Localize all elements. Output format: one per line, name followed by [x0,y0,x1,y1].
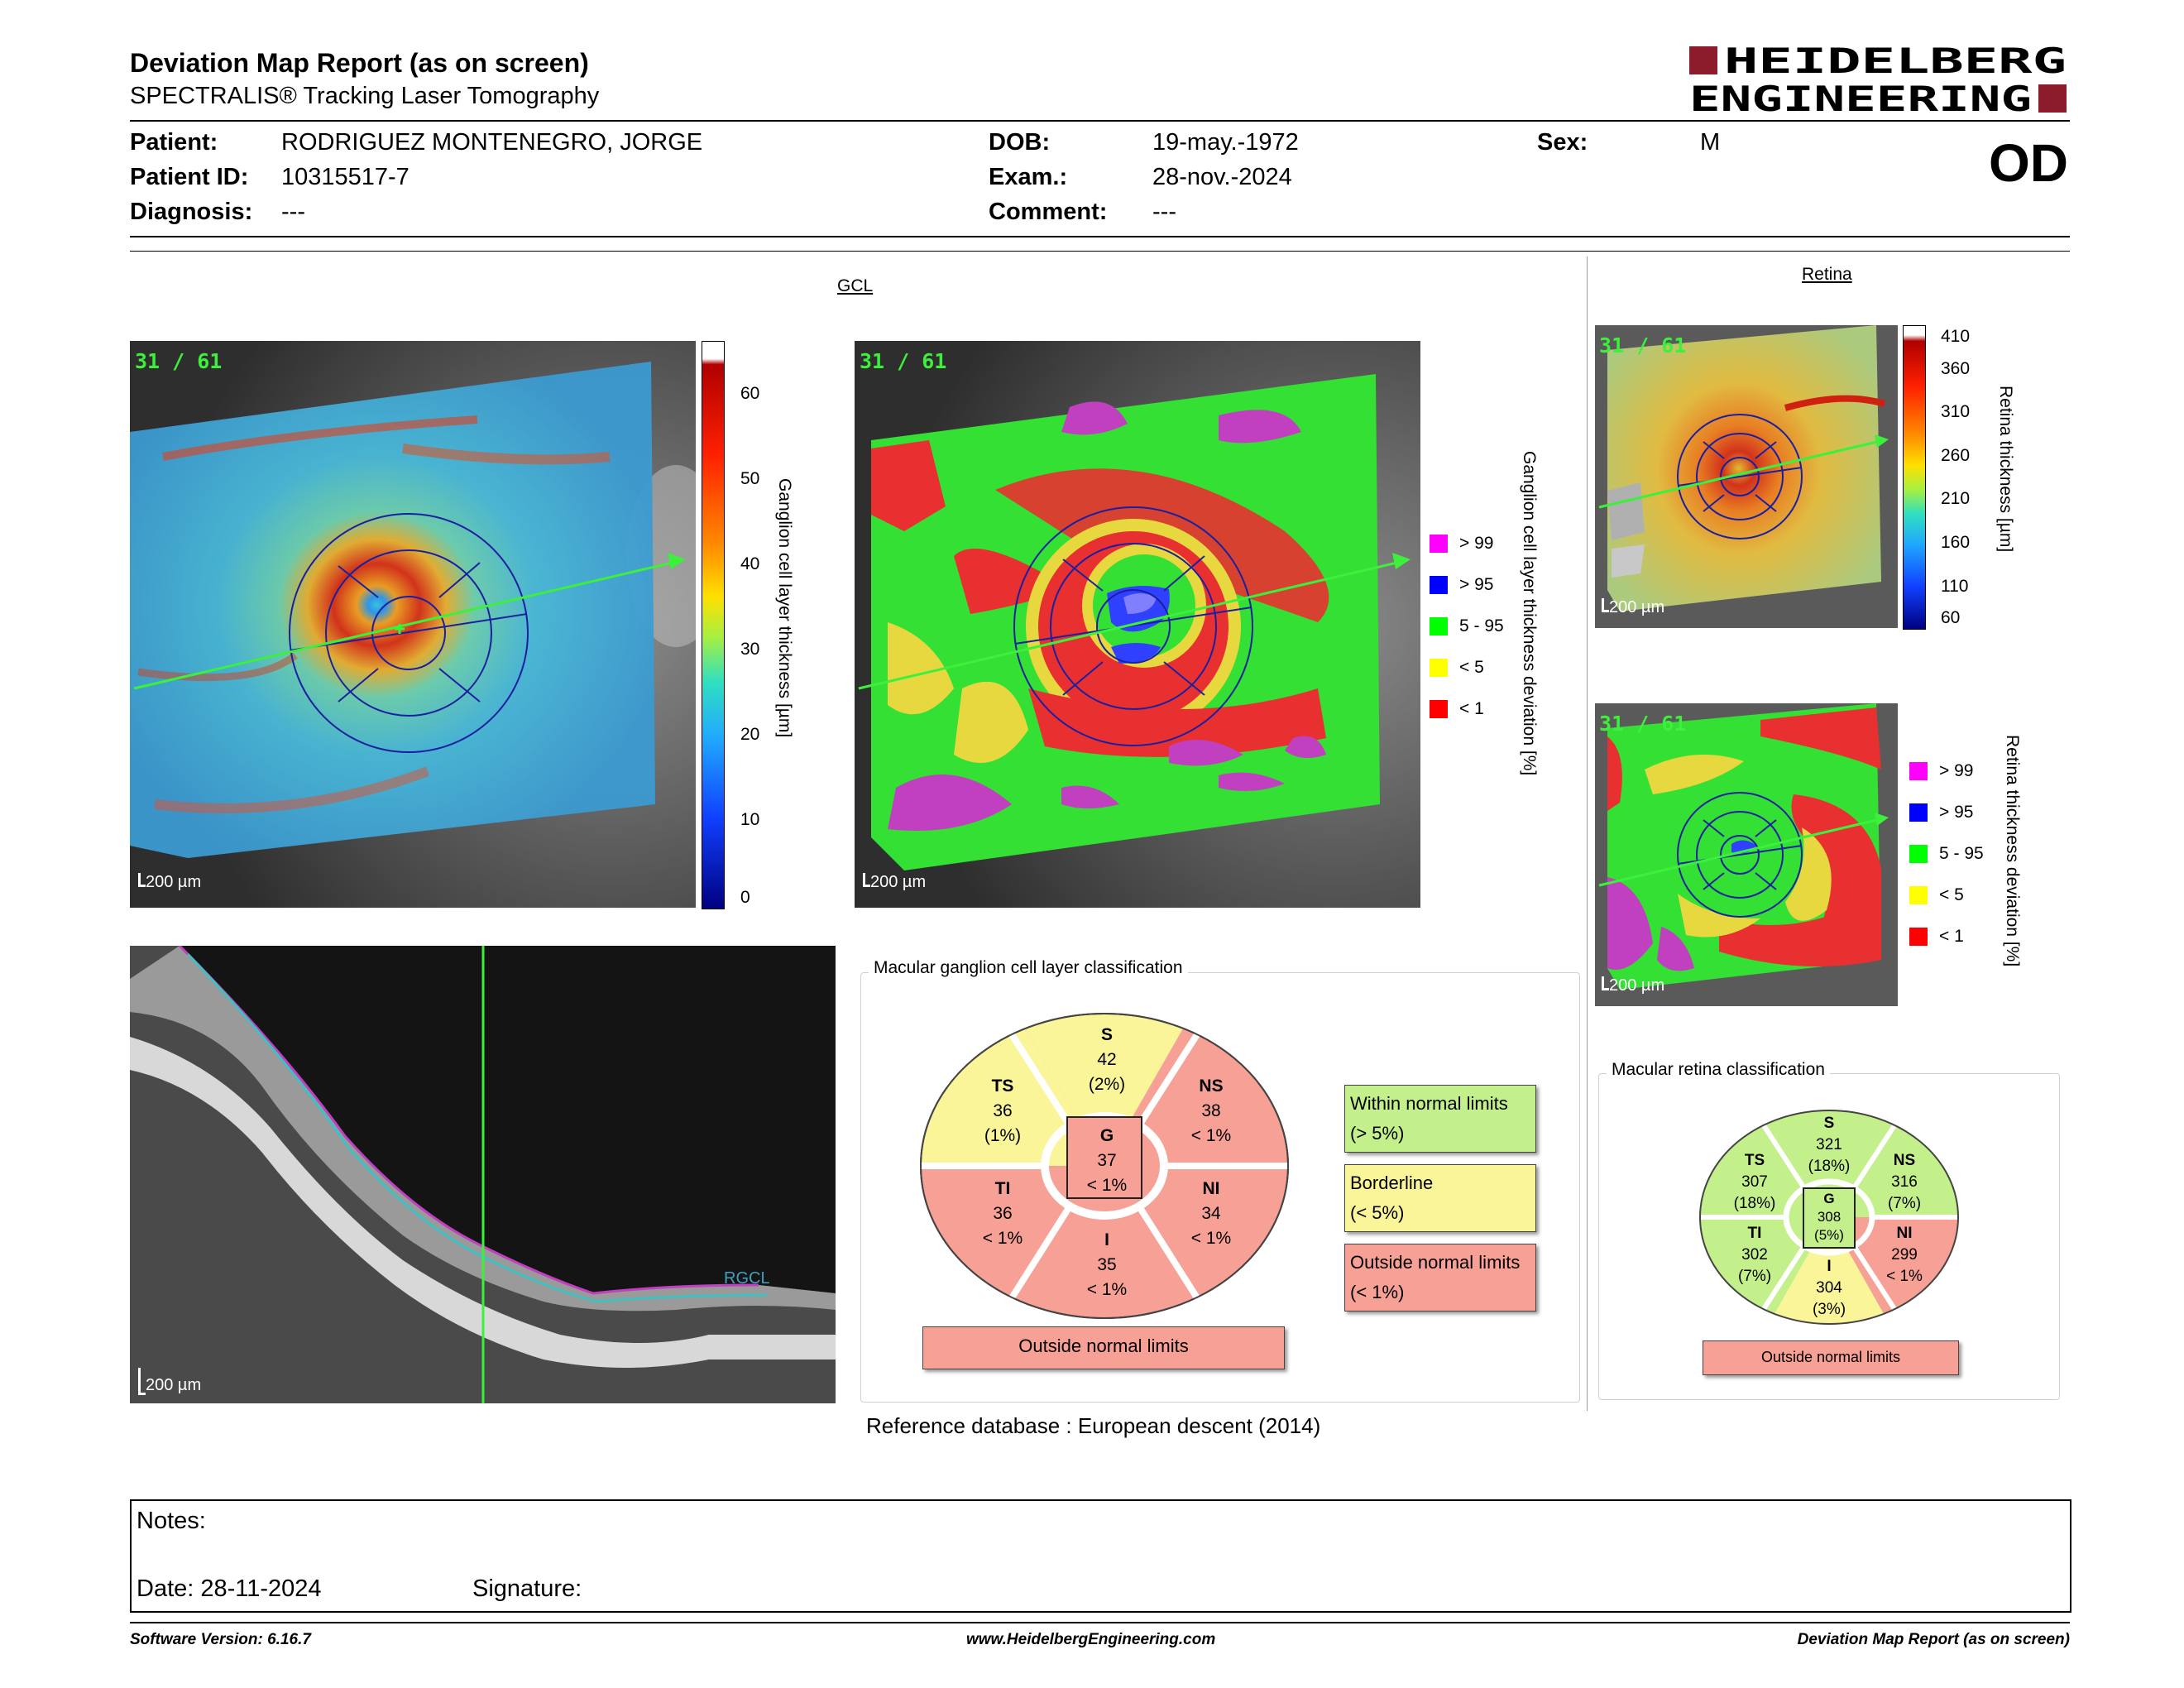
gcl-deviation-scale: 200 µm [863,873,926,892]
gcl-tick-30: 30 [740,640,760,659]
gcl-sector-ni: NI 34 < 1% [1190,1179,1232,1248]
gcl-legend-item: < 5 [1430,658,1504,699]
gcl-legend-item: < 1 [1430,699,1504,741]
gcl-tick-40: 40 [740,554,760,573]
patient-id-label: Patient ID: [130,164,249,190]
gcl-tick-0: 0 [740,888,750,907]
patient-id: 10315517-7 [281,164,410,190]
dob-value: 19-may.-1972 [1152,129,1299,156]
diagnosis-label: Diagnosis: [130,199,253,225]
patient-label: Patient: [130,129,218,156]
retina-tick-310: 310 [1941,402,1971,421]
retina-legend-item: < 5 [1909,885,1984,927]
oct-bscan [130,946,836,1403]
patient-name: RODRIGUEZ MONTENEGRO, JORGE [281,129,703,156]
eye-indicator: OD [1989,133,2068,193]
retina-tick-60: 60 [1941,608,1961,627]
sex-value: M [1700,129,1721,156]
gcl-legend [1430,534,1504,741]
gcl-thickness-scale: 200 µm [138,873,201,892]
gcl-sector-ts: TS 36 (1%) [984,1077,1022,1145]
retina-tick-110: 110 [1941,577,1969,596]
svg-text:HEIDELBERG: HEIDELBERG [1724,45,2067,81]
retina-thickness-frame-counter: 31 / 61 [1599,333,1687,357]
retina-sector-ts: TS 307 (18%) [1733,1152,1776,1212]
retina-tick-210: 210 [1941,489,1971,508]
notes-label: Notes: [136,1508,206,1534]
retina-sector-g: G 308 (5%) [1814,1191,1844,1243]
footer-report-name: Deviation Map Report (as on screen) [1797,1631,2070,1648]
exam-label: Exam.: [989,164,1068,190]
retina-deviation-frame-counter: 31 / 61 [1599,712,1687,736]
retina-tick-260: 260 [1941,446,1971,465]
gcl-thickness-colorbar [702,341,725,909]
comment-value: --- [1152,199,1176,225]
gcl-thickness-map [130,341,696,908]
gcl-deviation-frame-counter: 31 / 61 [860,349,947,373]
exam-value: 28-nov.-2024 [1152,164,1292,190]
gcl-sector-i: I 35 < 1% [1086,1230,1128,1299]
signature-label: Signature: [472,1575,582,1602]
reference-database: Reference database : European descent (2014) [866,1413,1321,1438]
retina-tick-360: 360 [1941,359,1971,378]
legend-borderline: Borderline (< 5%) [1344,1164,1536,1232]
retina-thickness-axis-label: Retina thickness [µm] [1996,386,2015,553]
retina-sector-s: S 321 (18%) [1808,1115,1851,1175]
date-label: Date: 28-11-2024 [136,1575,322,1602]
legend-swatch [1430,617,1448,635]
gcl-legend-item: 5 - 95 [1430,616,1504,658]
legend-swatch [1430,700,1448,718]
comment-label: Comment: [989,199,1108,225]
report-title: Deviation Map Report (as on screen) [130,48,589,78]
software-version: Software Version: 6.16.7 [130,1631,311,1648]
retina-legend [1909,761,1984,968]
legend-outside-normal: Outside normal limits (< 1%) [1344,1244,1536,1312]
gcl-thickness-axis-label: Ganglion cell layer thickness [µm] [775,478,794,738]
retina-thickness-scale: 200 µm [1602,598,1664,617]
retina-tick-410: 410 [1941,327,1971,346]
legend-swatch [1430,659,1448,677]
gcl-deviation-axis-label: Ganglion cell layer thickness deviation [%] [1520,451,1539,776]
gcl-tick-20: 20 [740,725,760,744]
legend-swatch [1430,576,1448,594]
legend-within-normal: Within normal limits (> 5%) [1344,1085,1536,1153]
gcl-sector-ns: NS 38 < 1% [1190,1077,1232,1145]
retina-deviation-scale: 200 µm [1602,976,1664,995]
retina-section-label: Retina [1802,265,1852,284]
heidelberg-logo [1689,45,2070,116]
bscan-scale: 200 µm [138,1368,201,1395]
legend-swatch [1909,762,1928,780]
gcl-classification-result: Outside normal limits [922,1326,1285,1369]
gcl-section-label: GCL [837,276,874,295]
gcl-sector-g: G 37 < 1% [1086,1126,1128,1195]
retina-legend-item: > 99 [1909,761,1984,803]
website-link[interactable]: www.HeidelbergEngineering.com [966,1631,1216,1648]
gcl-sector-ti: TI 36 < 1% [982,1179,1023,1248]
retina-thickness-map [1595,325,1898,628]
gcl-deviation-map [855,341,1420,908]
retina-classification-result: Outside normal limits [1703,1340,1959,1375]
gcl-tick-60: 60 [740,384,760,403]
legend-swatch [1909,928,1928,946]
report-subtitle: SPECTRALIS® Tracking Laser Tomography [130,83,600,109]
gcl-legend-item: > 95 [1430,575,1504,616]
retina-thickness-colorbar [1903,325,1926,630]
gcl-tick-10: 10 [740,810,760,829]
notes-box [130,1499,2071,1613]
gcl-thickness-frame-counter: 31 / 61 [135,349,223,373]
diagnosis-value: --- [281,199,305,225]
svg-text:ENGINEERING: ENGINEERING [1689,79,2032,116]
legend-swatch [1909,845,1928,863]
dob-label: DOB: [989,129,1051,156]
legend-swatch [1909,886,1928,904]
retina-sector-ns: NS 316 (7%) [1887,1152,1922,1212]
retina-sector-ni: NI 299 < 1% [1886,1225,1923,1285]
gcl-classification-title: Macular ganglion cell layer classification [869,958,1188,978]
section-divider [1587,257,1588,1411]
retina-sector-i: I 304 (3%) [1812,1258,1846,1318]
retina-sector-ti: TI 302 (7%) [1737,1225,1772,1285]
retina-classification-title: Macular retina classification [1607,1060,1830,1080]
retina-deviation-axis-label: Retina thickness deviation [%] [2003,735,2022,967]
gcl-sector-s: S 42 (2%) [1088,1025,1126,1094]
retina-deviation-map [1595,703,1898,1006]
gcl-tick-50: 50 [740,469,760,488]
retina-tick-160: 160 [1941,533,1971,552]
sex-label: Sex: [1537,129,1588,156]
retina-legend-item: < 1 [1909,927,1984,968]
rgcl-layer-label: RGCL [724,1269,770,1288]
legend-swatch [1909,803,1928,822]
legend-swatch [1430,535,1448,553]
retina-legend-item: 5 - 95 [1909,844,1984,885]
gcl-legend-item: > 99 [1430,534,1504,575]
retina-legend-item: > 95 [1909,803,1984,844]
